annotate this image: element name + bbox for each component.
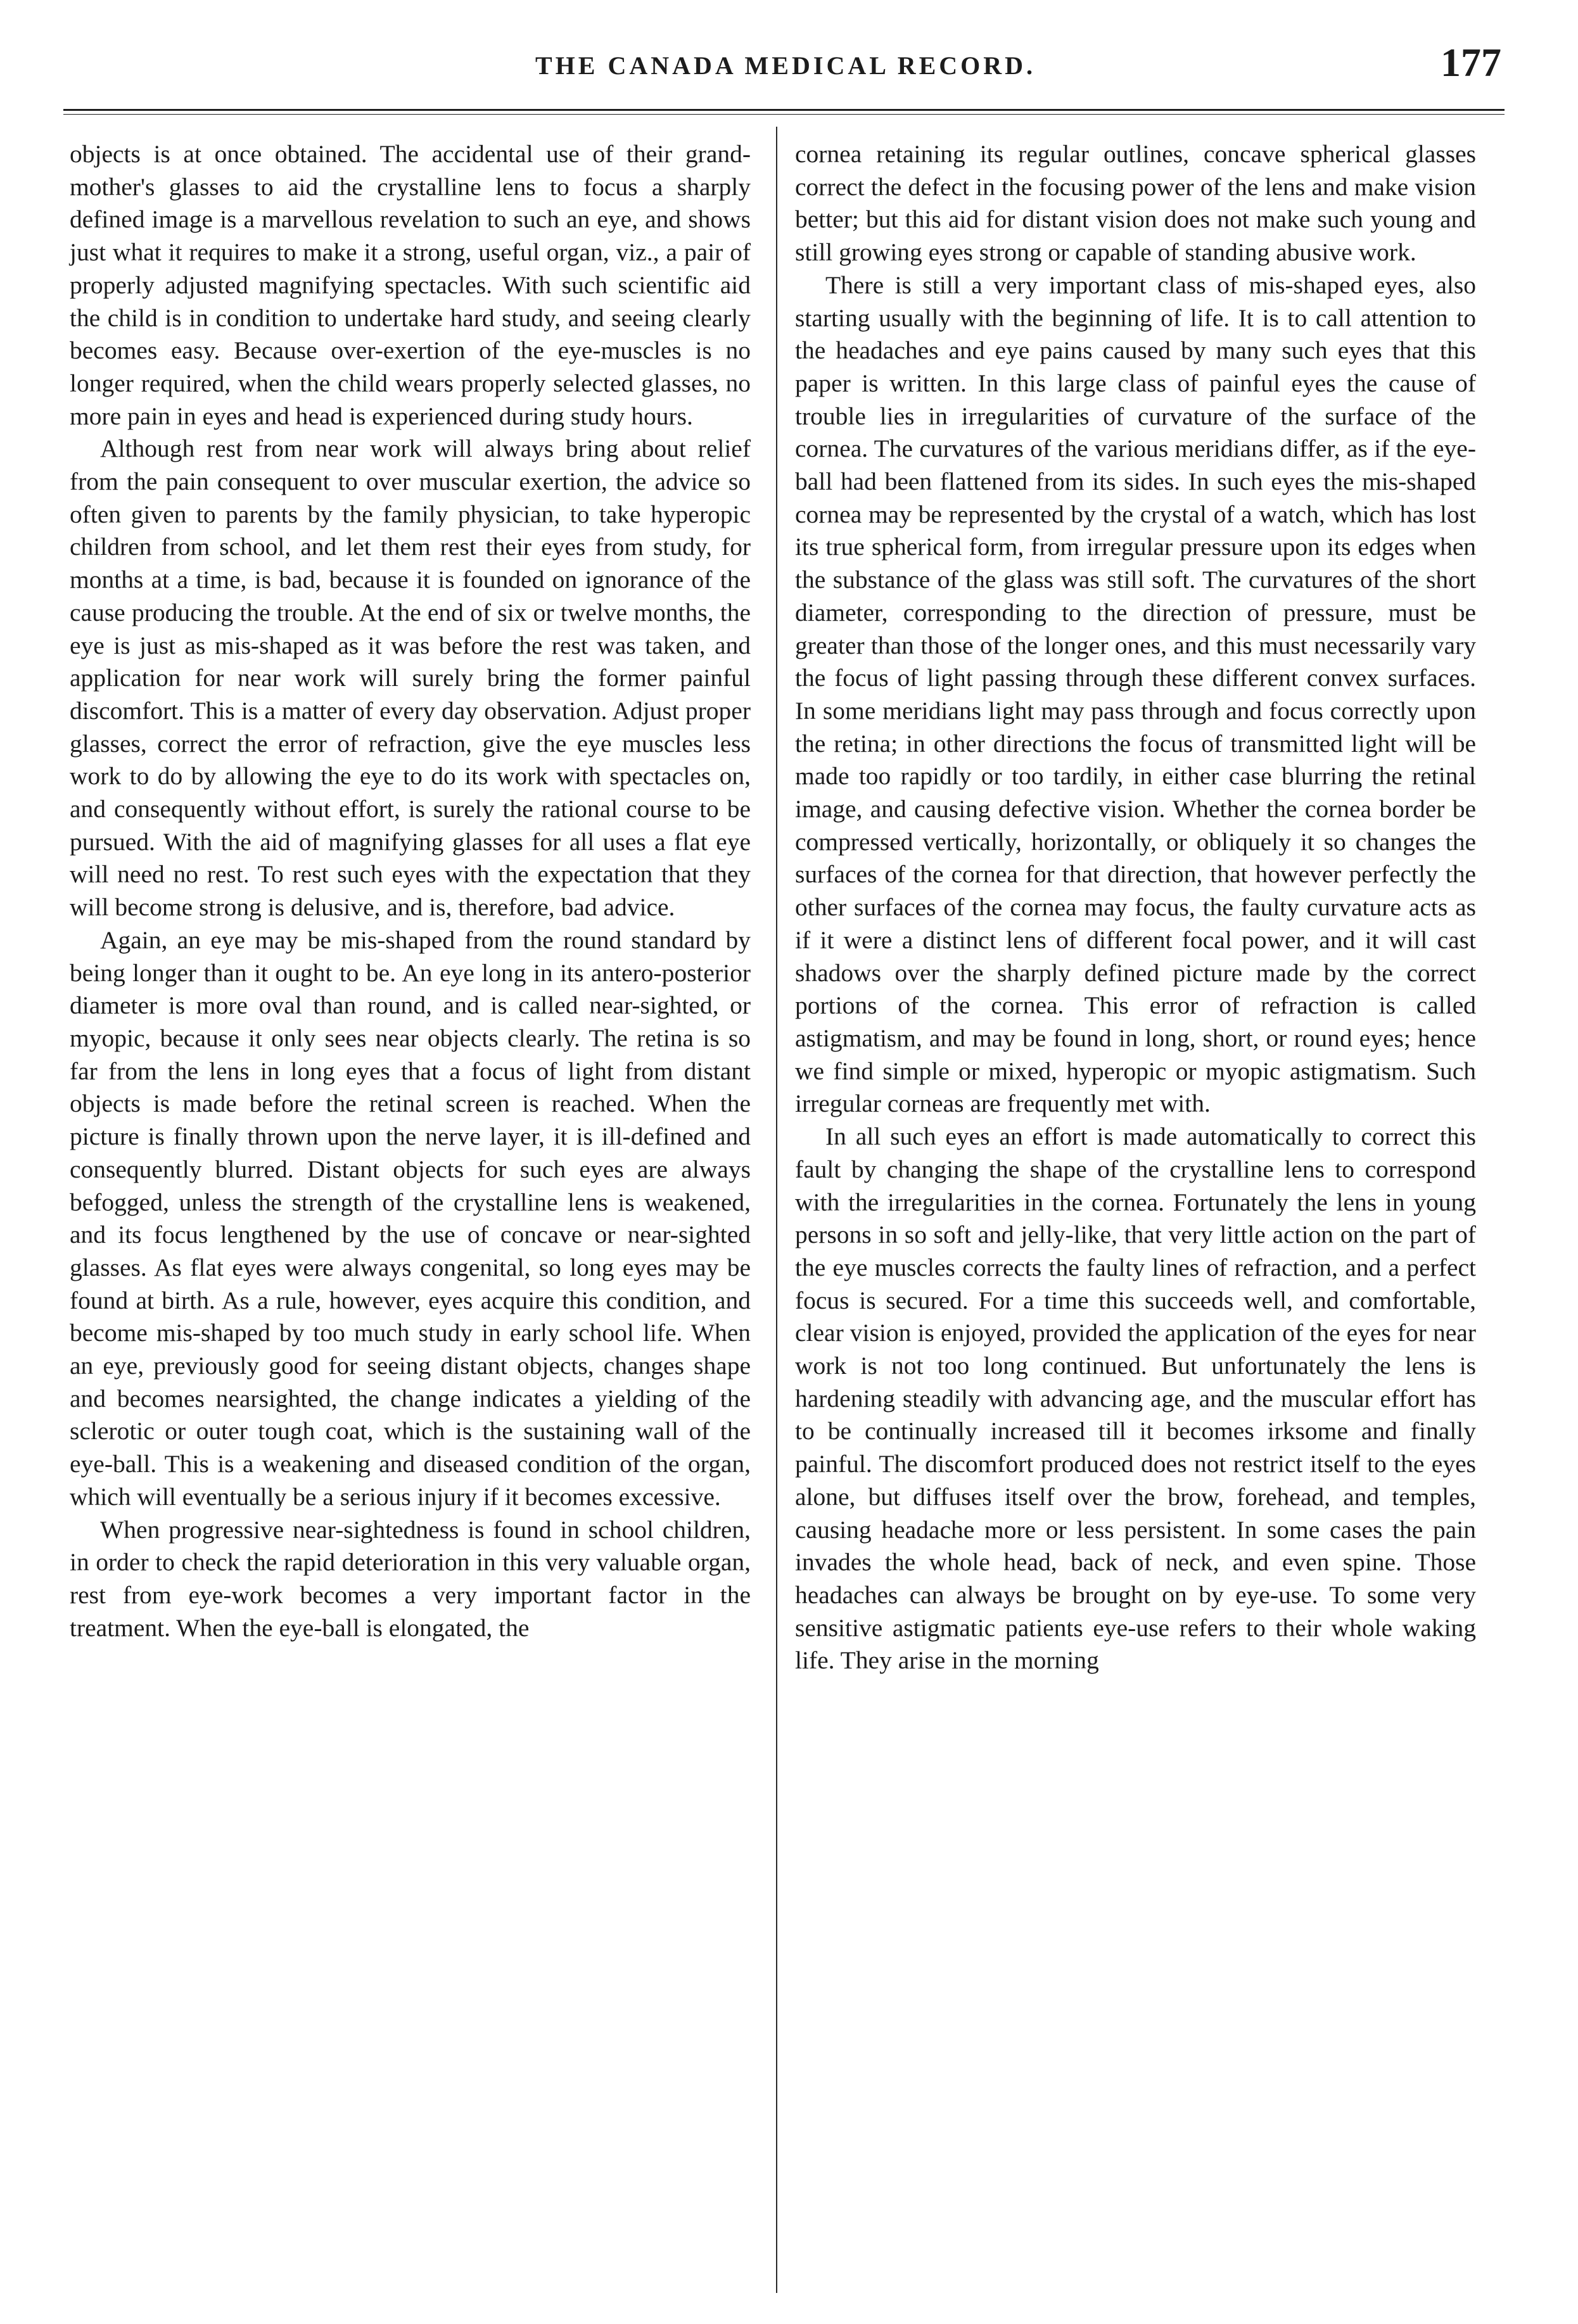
running-head [70, 39, 1501, 99]
paragraph: objects is at once obtained. The accidental use of their grand-mother's glasses to aid the crystalline lens to focus a sharply defined image is a marvellous revelation to such an eye, and shows just what it requires to make it a strong, useful organ, viz., a pair of properly adjusted magnifying spectacles. With such scientific aid the child is in condition to undertake hard study, and seeing clearly becomes easy. Because over-exertion of the eye-muscles is no longer required, when the child wears properly selected glasses, no more pain in eyes and head is experienced during study hours. [70, 140, 751, 430]
left-column [70, 138, 751, 1644]
page-number: 177 [1441, 40, 1501, 85]
header-rule [63, 109, 1505, 111]
right-column [795, 138, 1476, 1677]
header-rule-thin [63, 114, 1505, 115]
paragraph: cornea retaining its regular outlines, concave spherical glasses correct the defect in the focusing power of the lens and make vision better; but this aid for distant vision does not make such young and still growing eyes strong or capable of standing abusive work. [795, 140, 1476, 267]
paragraph: Again, an eye may be mis-shaped from the round standard by being longer than it ought to be. An eye long in its antero-posterior diameter is more oval than round, and is called near-sighted, or myopic, because it only sees near objects clearly. The retina is so far from the lens in long eyes that a focus of light from distant objects is made before the retinal screen is reached. When the picture is finally thrown upon the nerve layer, it is ill-defined and consequently blurred. Distant objects for such eyes are always befogged, unless the strength of the crystalline lens is weakened, and its focus lengthened by the use of concave or near-sighted glasses. As flat eyes were always congenital, so long eyes may be found at birth. As a rule, however, eyes acquire this condition, and become mis-shaped by too much study in early school life. When an eye, previously good for seeing distant objects, changes shape and becomes nearsighted, the change indicates a yielding of the sclerotic or outer tough coat, which is the sustaining wall of the eye-ball. This is a weakening and diseased condition of the organ, which will eventually be a serious injury if it becomes excessive. [70, 925, 751, 1511]
paragraph: When progressive near-sightedness is found in school children, in order to check the rapid deterioration in this very valuable organ, rest from eye-work becomes a very important factor in the treatment. When the eye-ball is elongated, the [70, 1515, 751, 1642]
journal-title: THE CANADA MEDICAL RECORD. [535, 51, 1036, 80]
paragraph: In all such eyes an effort is made automatically to correct this fault by changing the shape of the crystalline lens to correspond with the irregularities in the cornea. Fortunately the lens in young persons in so soft and jelly-like, that very little action on the part of the eye muscles corrects the faulty lines of refraction, and a perfect focus is secured. For a time this succeeds well, and comfortable, clear vision is enjoyed, provided the application of the eyes for near work is not too long continued. But unfortunately the lens is hardening steadily with advancing age, and the muscular effort has to be continually increased till it becomes irksome and finally painful. The discomfort produced does not restrict itself to the eyes alone, but diffuses itself over the brow, forehead, and temples, causing headache more or less persistent. In some cases the pain invades the whole head, back of neck, and even spine. Those headaches can always be brought on by eye-use. To some very sensitive astigmatic patients eye-use refers to their whole waking life. They arise in the morning [795, 1122, 1476, 1675]
paragraph: There is still a very important class of mis-shaped eyes, also starting usually with the beginning of life. It is to call attention to the headaches and eye pains caused by many such eyes that this paper is written. In this large class of painful eyes the cause of trouble lies in irregularities of curvature of the surface of the cornea. The curvatures of the various meridians differ, as if the eye-ball had been flattened from its sides. In such eyes the mis-shaped cornea may be represented by the crystal of a watch, which has lost its true spherical form, from irregular pressure upon its edges when the substance of the glass was still soft. The curvatures of the short diameter, corresponding to the direction of pressure, must be greater than those of the longer ones, and this must necessarily vary the focus of light passing through these different convex surfaces. In some meridians light may pass through and focus correctly upon the retina; in other directions the focus of transmitted light will be made too rapidly or too tardily, in either case blurring the retinal image, and causing defective vision. Whether the cornea border be compressed vertically, horizontally, or obliquely it so changes the surfaces of the cornea for that direction, that however perfectly the other surfaces of the cornea may focus, the faulty curvature acts as if it were a distinct lens of different focal power, and it will cast shadows over the sharply defined picture made by the correct portions of the cornea. This error of refraction is called astigmatism, and may be found in long, short, or round eyes; hence we find simple or mixed, hyperopic or myopic astigmatism. Such irregular corneas are frequently met with. [795, 270, 1476, 1118]
paragraph: Although rest from near work will always bring about relief from the pain consequent to over muscular exertion, the advice so often given to parents by the family physician, to take hyperopic children from school, and let them rest their eyes from study, for months at a time, is bad, because it is founded on ignorance of the cause producing the trouble. At the end of six or twelve months, the eye is just as mis-shaped as it was before the rest was taken, and application for near work will surely bring the former painful discomfort. This is a matter of every day observation. Adjust proper glasses, correct the error of refraction, give the eye muscles less work to do by allowing the eye to do its work with spectacles on, and consequently without effort, is surely the rational course to be pursued. With the aid of magnifying glasses for all uses a flat eye will need no rest. To rest such eyes with the expectation that they will become strong is delusive, and is, therefore, bad advice. [70, 435, 751, 922]
column-divider [776, 127, 777, 2293]
